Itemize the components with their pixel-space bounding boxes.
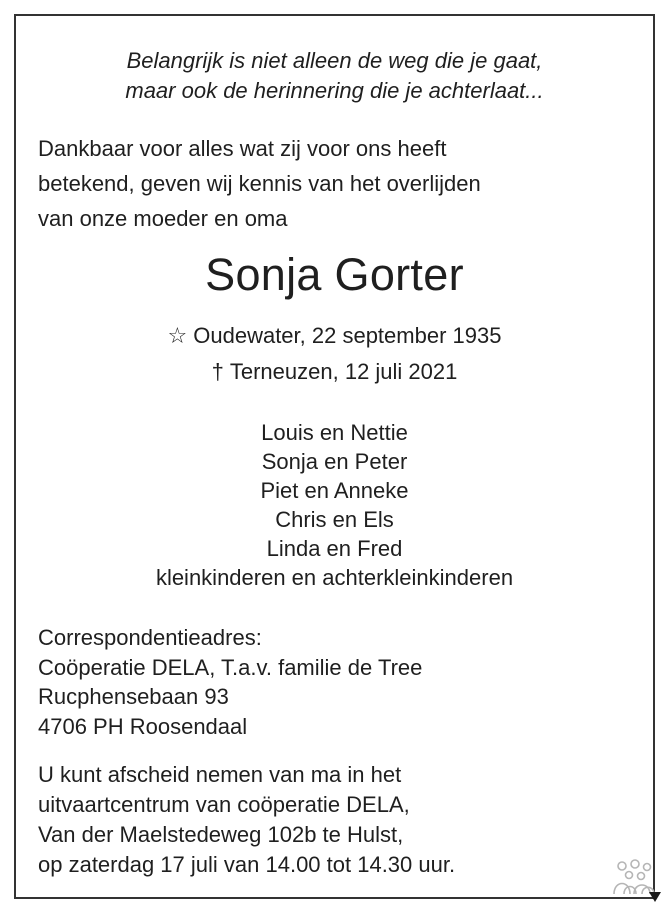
- family-member: Piet en Anneke: [260, 478, 409, 503]
- family-member: Linda en Fred: [266, 536, 403, 561]
- death-line: [0, 354, 669, 390]
- motto: [0, 46, 669, 106]
- life-dates: [0, 318, 669, 390]
- family-member: Chris en Els: [275, 507, 394, 532]
- motto-line-1: Belangrijk is niet alleen de weg die je gaat,: [126, 48, 543, 73]
- farewell-line-4: op zaterdag 17 juli van 14.00 tot 14.30 uur.: [38, 852, 456, 877]
- farewell-line-2: uitvaartcentrum van coöperatie DELA,: [38, 792, 410, 817]
- family-member: kleinkinderen en achterkleinkinderen: [155, 565, 514, 590]
- family-list: [0, 418, 669, 592]
- family-member: Louis en Nettie: [261, 420, 408, 445]
- cross-icon: †: [211, 359, 224, 384]
- correspondence-address: [38, 623, 422, 741]
- address-line-1: Coöperatie DELA, T.a.v. familie de Tree: [38, 654, 423, 680]
- intro-line-2: betekend, geven wij kennis van het overlijden: [38, 171, 481, 196]
- motto-line-2: maar ook de herinnering die je achterlaat...: [125, 78, 544, 103]
- family-member: Sonja en Peter: [261, 449, 408, 474]
- birth-line: [0, 318, 669, 354]
- farewell-info: [38, 760, 455, 880]
- address-line-2: Rucphensebaan 93: [38, 684, 229, 709]
- farewell-line-1: U kunt afscheid nemen van ma in het: [38, 762, 402, 787]
- deceased-name: Sonja Gorter: [205, 249, 464, 300]
- intro-line-3: van onze moeder en oma: [38, 206, 288, 231]
- intro-line-1: Dankbaar voor alles wat zij voor ons heeft: [38, 136, 447, 161]
- triangle-down-icon[interactable]: [648, 890, 662, 904]
- birth-text: Oudewater, 22 september 1935: [193, 323, 502, 348]
- death-text: Terneuzen, 12 juli 2021: [229, 359, 458, 384]
- star-icon: ☆: [167, 323, 188, 348]
- farewell-line-3: Van der Maelstedeweg 102b te Hulst,: [38, 822, 404, 847]
- address-heading: Correspondentieadres:: [38, 625, 262, 650]
- intro-text: [38, 131, 481, 236]
- address-line-3: 4706 PH Roosendaal: [38, 713, 248, 739]
